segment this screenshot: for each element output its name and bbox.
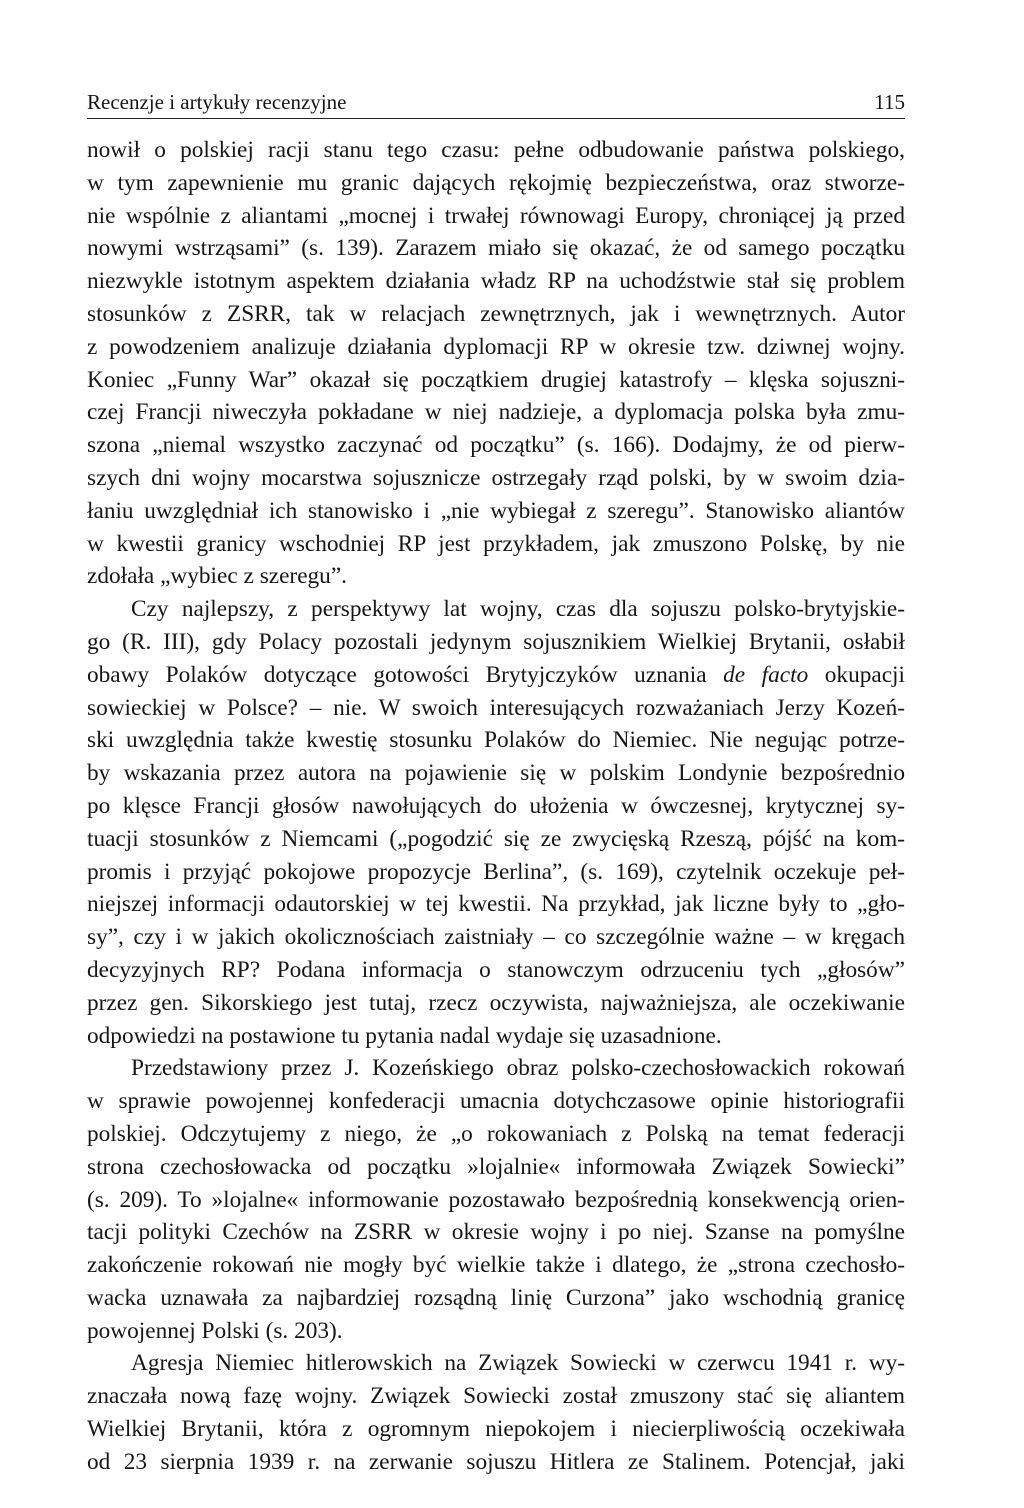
text-line: Wielkiej Brytanii, która z ogromnym niepokojem i niecierpliwością oczekiwała xyxy=(87,1416,905,1443)
text-line: strona czechosłowacka od początku »lojalnie« informowała Związek Sowiecki” xyxy=(87,1153,905,1180)
text-line: tuacji stosunków z Niemcami („pogodzić się ze zwycięską Rzeszą, pójść na kom- xyxy=(87,825,905,852)
text-line: sowieckiej w Polsce? – nie. W swoich interesujących rozważaniach Jerzy Kozeń- xyxy=(87,694,905,721)
text-line: niezwykle istotnym aspektem działania władz RP na uchodźstwie stał się problem xyxy=(87,268,905,295)
text-line: z powodzeniem analizuje działania dyplomacji RP w okresie tzw. dziwnej wojny. xyxy=(87,333,905,360)
text-line: polskiej. Odczytujemy z niego, że „o rokowaniach z Polską na temat federacji xyxy=(87,1120,905,1147)
text-line: tacji polityki Czechów na ZSRR w okresie wojny i po niej. Szanse na pomyślne xyxy=(87,1219,905,1246)
text-line: odpowiedzi na postawione tu pytania nadal wydaje się uzasadnione. xyxy=(87,1022,722,1049)
text-line: decyzyjnych RP? Podana informacja o stanowczym odrzuceniu tych „głosów” xyxy=(87,956,905,983)
body-text xyxy=(87,134,905,1479)
text-line: od 23 sierpnia 1939 r. na zerwanie sojuszu Hitlera ze Stalinem. Potencjał, jaki xyxy=(87,1448,905,1475)
text-line: zakończenie rokowań nie mogły być wielkie także i dlatego, że „strona czechosło- xyxy=(87,1252,905,1279)
text-line: ski uwzględnia także kwestię stosunku Polaków do Niemiec. Nie negując potrze- xyxy=(87,727,905,754)
text-line: nowił o polskiej racji stanu tego czasu: pełne odbudowanie państwa polskiego, xyxy=(87,137,905,163)
text-line: (s. 209). To »lojalne« informowanie pozostawało bezpośrednią konsekwencją orien- xyxy=(87,1186,905,1213)
text-line: łaniu uwzględniał ich stanowisko i „nie wybiegał z szeregu”. Stanowisko aliantów xyxy=(87,497,905,524)
text-line: nie wspólnie z aliantami „mocnej i trwałej równowagi Europy, chroniącej ją przed xyxy=(87,202,905,229)
text-line: zdołała „wybiec z szeregu”. xyxy=(87,563,347,590)
page-number: 115 xyxy=(874,90,905,114)
text-line: szych dni wojny mocarstwa sojusznicze ostrzegały rząd polski, by w swoim dzia- xyxy=(87,464,905,491)
running-header xyxy=(87,88,905,119)
text-line: by wskazania przez autora na pojawienie się w polskim Londynie bezpośrednio xyxy=(87,760,905,787)
text-line: obawy Polaków dotyczące gotowości Brytyjczyków uznania de facto okupacji xyxy=(87,661,905,688)
text-line: przez gen. Sikorskiego jest tutaj, rzecz oczywista, najważniejsza, ale oczekiwanie xyxy=(87,989,905,1016)
text-line: znaczała nową fazę wojny. Związek Sowiecki został zmuszony stać się aliantem xyxy=(87,1383,905,1410)
text-line: nowymi wstrząsami” (s. 139). Zarazem miało się okazać, że od samego początku xyxy=(87,235,905,262)
text-line: po klęsce Francji głosów nawołujących do ułożenia w ówczesnej, krytycznej sy- xyxy=(87,792,905,819)
text-line: Czy najlepszy, z perspektywy lat wojny, czas dla sojuszu polsko-brytyjskie- xyxy=(131,596,905,623)
text-line: sy”, czy i w jakich okolicznościach zaistniały – co szczególnie ważne – w kręgach xyxy=(87,924,905,951)
italic-term: de facto xyxy=(723,661,809,688)
text-line: w sprawie powojennej konfederacji umacnia dotychczasowe opinie historiografii xyxy=(87,1088,905,1115)
text-line: w kwestii granicy wschodniej RP jest przykładem, jak zmuszono Polskę, by nie xyxy=(87,530,905,557)
text-line: czej Francji niweczyła pokładane w niej nadzieje, a dyplomacja polska była zmu- xyxy=(87,399,905,426)
text-line: w tym zapewnienie mu granic dających rękojmię bezpieczeństwa, oraz stworze- xyxy=(87,169,905,196)
header-title: Recenzje i artykuły recenzyjne xyxy=(87,90,347,114)
text-line: stosunków z ZSRR, tak w relacjach zewnętrznych, jak i wewnętrznych. Autor xyxy=(87,300,905,327)
text-line: wacka uznawała za najbardziej rozsądną linię Curzona” jako wschodnią granicę xyxy=(87,1284,905,1311)
text-line: promis i przyjąć pokojowe propozycje Berlina”, (s. 169), czytelnik oczekuje peł- xyxy=(87,858,905,885)
text-line: szona „niemal wszystko zaczynać od początku” (s. 166). Dodajmy, że od pierw- xyxy=(87,432,905,459)
text-line: niejszej informacji odautorskiej w tej kwestii. Na przykład, jak liczne były to „gło- xyxy=(87,891,905,918)
text-line: Agresja Niemiec hitlerowskich na Związek Sowiecki w czerwcu 1941 r. wy- xyxy=(131,1350,905,1377)
text-line: Przedstawiony przez J. Kozeńskiego obraz polsko-czechosłowackich rokowań xyxy=(131,1055,905,1082)
text-line: Koniec „Funny War” okazał się początkiem drugiej katastrofy – klęska sojuszni- xyxy=(87,366,905,393)
text-line: powojennej Polski (s. 203). xyxy=(87,1317,343,1344)
text-line: go (R. III), gdy Polacy pozostali jedynym sojusznikiem Wielkiej Brytanii, osłabił xyxy=(87,628,905,655)
